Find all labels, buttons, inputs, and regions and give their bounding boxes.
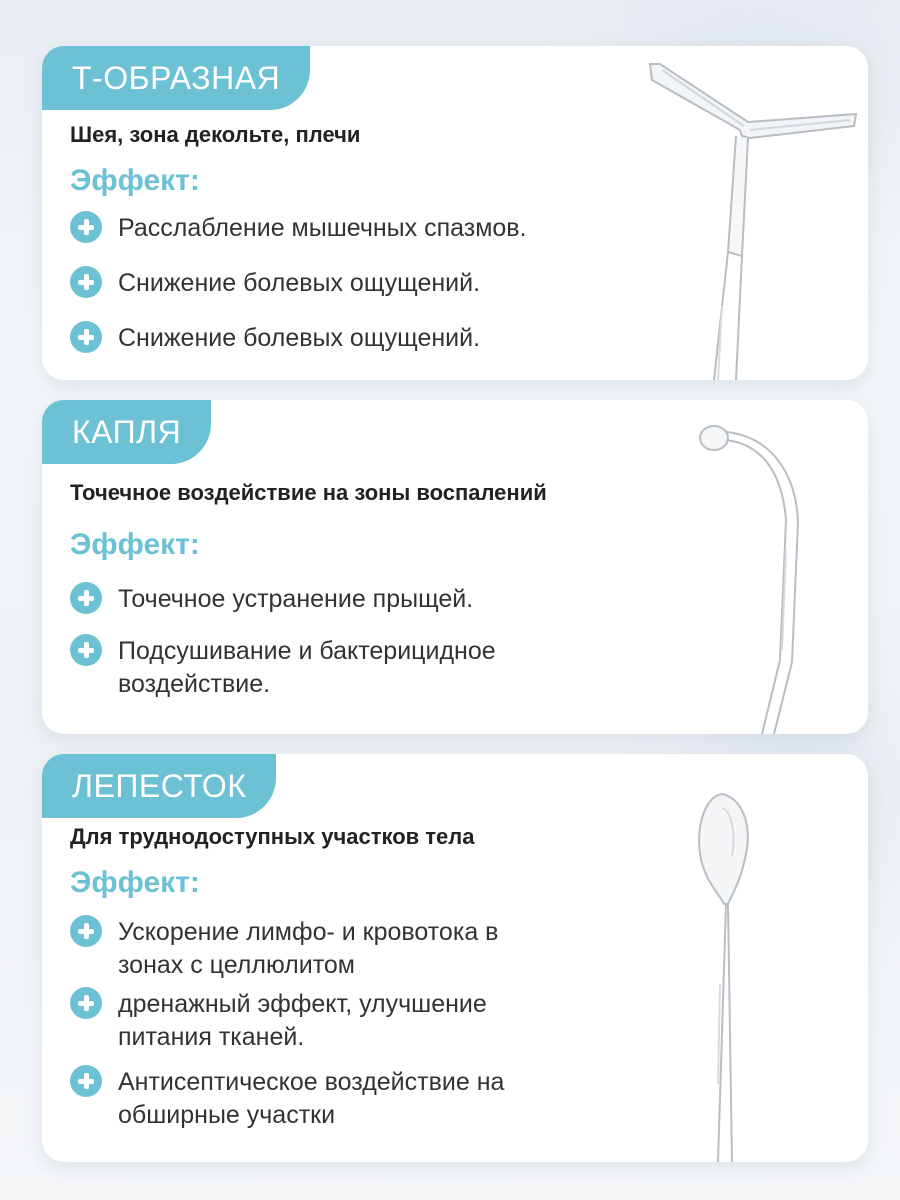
- t-shaped-electrode-image: [632, 56, 862, 380]
- plus-circle-icon: [70, 211, 102, 243]
- list-item: [70, 322, 480, 355]
- card-tag: КАПЛЯ: [42, 400, 211, 464]
- plus-circle-icon: [70, 582, 102, 614]
- list-item: [70, 1066, 528, 1132]
- plus-circle-icon: [70, 915, 102, 947]
- list-item: [70, 267, 480, 300]
- effect-heading: Эффект:: [70, 528, 200, 561]
- card-drop: [42, 400, 868, 734]
- petal-electrode-image: [672, 784, 792, 1162]
- card-subtitle: Для труднодоступных участков тела: [70, 824, 475, 849]
- list-item-text: Подсушивание и бактерицидное воздействие.: [118, 637, 496, 698]
- card-tag: ЛЕПЕСТОК: [42, 754, 276, 818]
- list-item-text: Точечное устранение прыщей.: [118, 585, 474, 613]
- list-item: [70, 635, 538, 701]
- plus-circle-icon: [70, 987, 102, 1019]
- effect-heading: Эффект:: [70, 866, 200, 899]
- list-item-text: Ускорение лимфо- и кровотока в зонах с целлюлитом: [118, 918, 499, 979]
- card-subtitle: Шея, зона декольте, плечи: [70, 122, 361, 147]
- card-subtitle: Точечное воздействие на зоны воспалений: [70, 480, 547, 505]
- list-item: [70, 212, 527, 245]
- plus-circle-icon: [70, 266, 102, 298]
- card-tag: Т-ОБРАЗНАЯ: [42, 46, 310, 110]
- plus-circle-icon: [70, 321, 102, 353]
- list-item: [70, 583, 473, 616]
- plus-circle-icon: [70, 634, 102, 666]
- list-item-text: Снижение болевых ощущений.: [118, 324, 481, 352]
- card-t-shaped: [42, 46, 868, 380]
- list-item-text: Снижение болевых ощущений.: [118, 269, 481, 297]
- list-item-text: дренажный эффект, улучшение питания тканей.: [118, 990, 487, 1051]
- list-item-text: Расслабление мышечных спазмов.: [118, 214, 527, 242]
- list-item-text: Антисептическое воздействие на обширные участки: [118, 1068, 505, 1129]
- plus-circle-icon: [70, 1065, 102, 1097]
- list-item: [70, 916, 528, 982]
- card-petal: [42, 754, 868, 1162]
- effect-heading: Эффект:: [70, 164, 200, 197]
- drop-electrode-image: [682, 410, 832, 734]
- list-item: [70, 988, 528, 1054]
